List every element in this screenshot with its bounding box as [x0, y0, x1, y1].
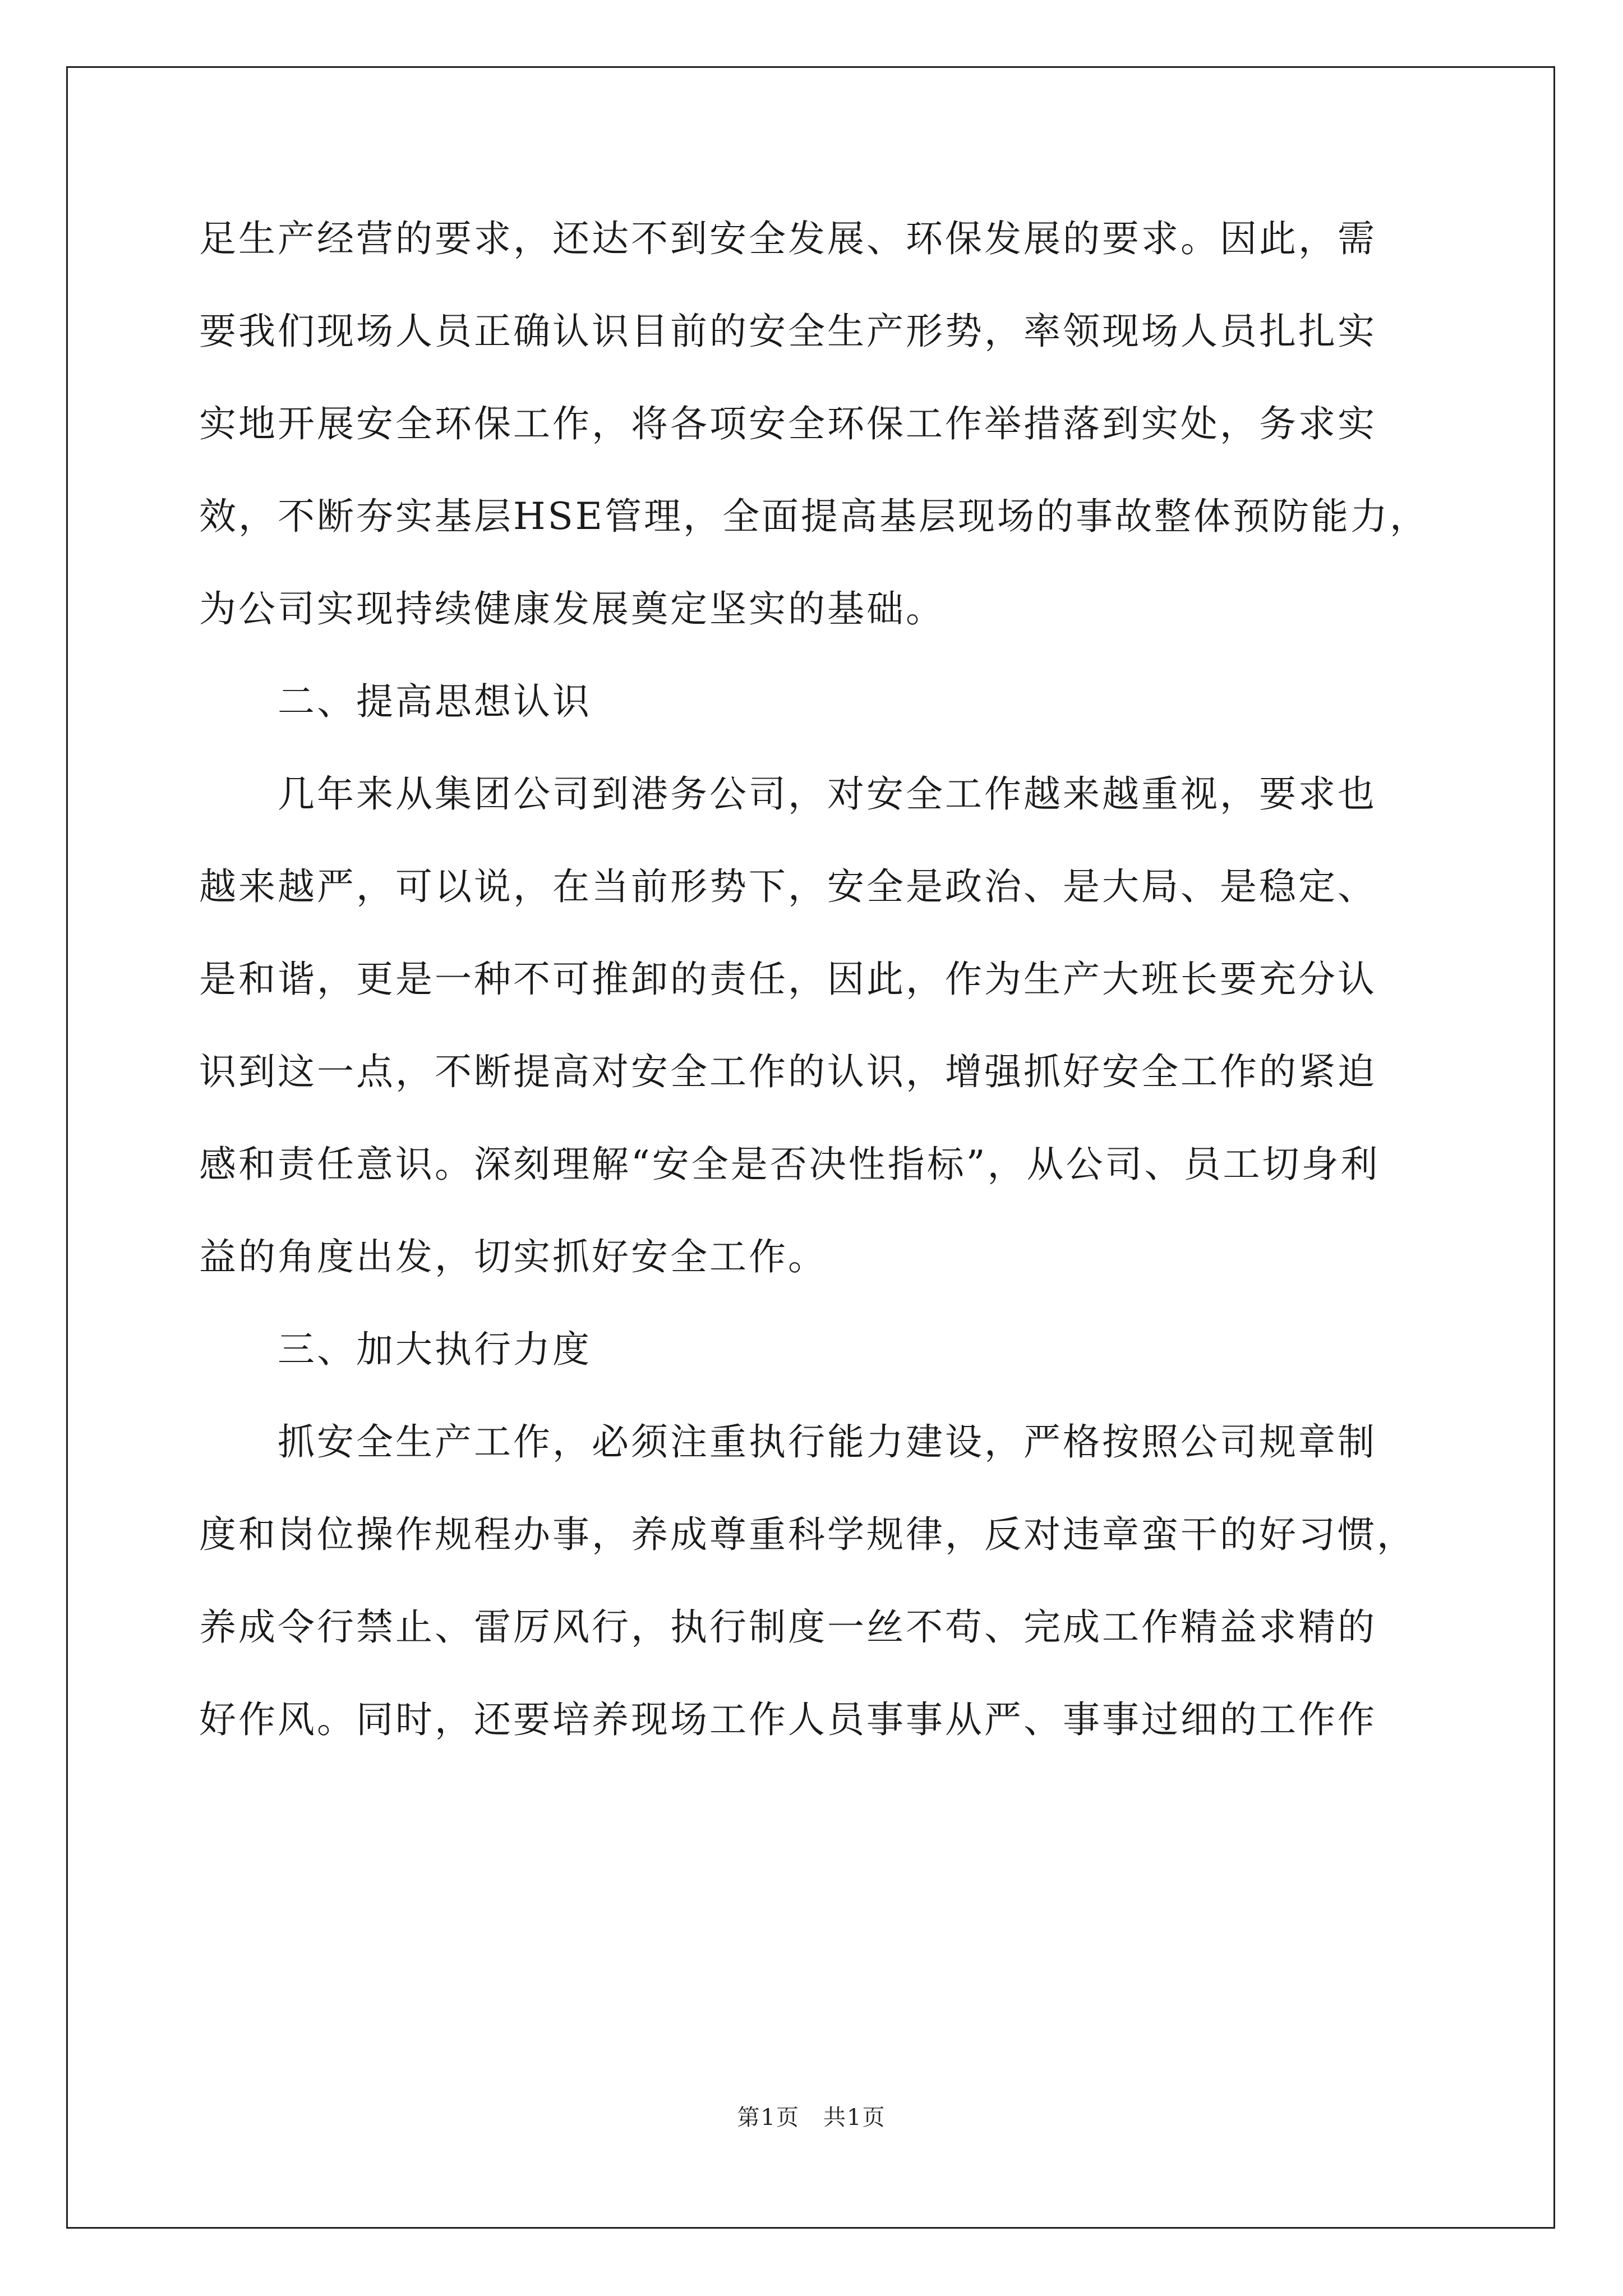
section-heading: 三、加大执行力度: [199, 1328, 592, 1371]
body-line: 效，不断夯实基层HSE管理，全面提高基层现场的事故整体预防能力，: [199, 495, 1429, 538]
body-line: 实地开展安全环保工作，将各项安全环保工作举措落到实处，务求实: [199, 402, 1377, 445]
body-line: 几年来从集团公司到港务公司，对安全工作越来越重视，要求也: [199, 772, 1377, 816]
body-line: 好作风。同时，还要培养现场工作人员事事从严、事事过细的工作作: [199, 1698, 1377, 1741]
body-line: 识到这一点，不断提高对安全工作的认识，增强抓好安全工作的紧迫: [199, 1050, 1377, 1093]
body-line: 是和谐，更是一种不可推卸的责任，因此，作为生产大班长要充分认: [199, 958, 1377, 1001]
body-line: 要我们现场人员正确认识目前的安全生产形势，率领现场人员扎扎实: [199, 310, 1377, 353]
page-number: 第1页 共1页: [737, 2105, 886, 2131]
section-heading: 二、提高思想认识: [199, 680, 592, 723]
body-line: 养成令行禁止、雷厉风行，执行制度一丝不苟、完成工作精益求精的: [199, 1605, 1377, 1649]
body-line: 度和岗位操作规程办事，养成尊重科学规律，反对违章蛮干的好习惯，: [199, 1513, 1416, 1556]
body-line: 越来越严，可以说，在当前形势下，安全是政治、是大局、是稳定、: [199, 865, 1377, 908]
body-line: 足生产经营的要求，还达不到安全发展、环保发展的要求。因此，需: [199, 217, 1377, 260]
body-line: 为公司实现持续健康发展奠定坚实的基础。: [199, 587, 945, 631]
body-line: 感和责任意识。深刻理解“安全是否决性指标”，从公司、员工切身利: [199, 1143, 1380, 1186]
body-line: 抓安全生产工作，必须注重执行能力建设，严格按照公司规章制: [199, 1420, 1377, 1464]
body-line: 益的角度出发，切实抓好安全工作。: [199, 1235, 827, 1278]
